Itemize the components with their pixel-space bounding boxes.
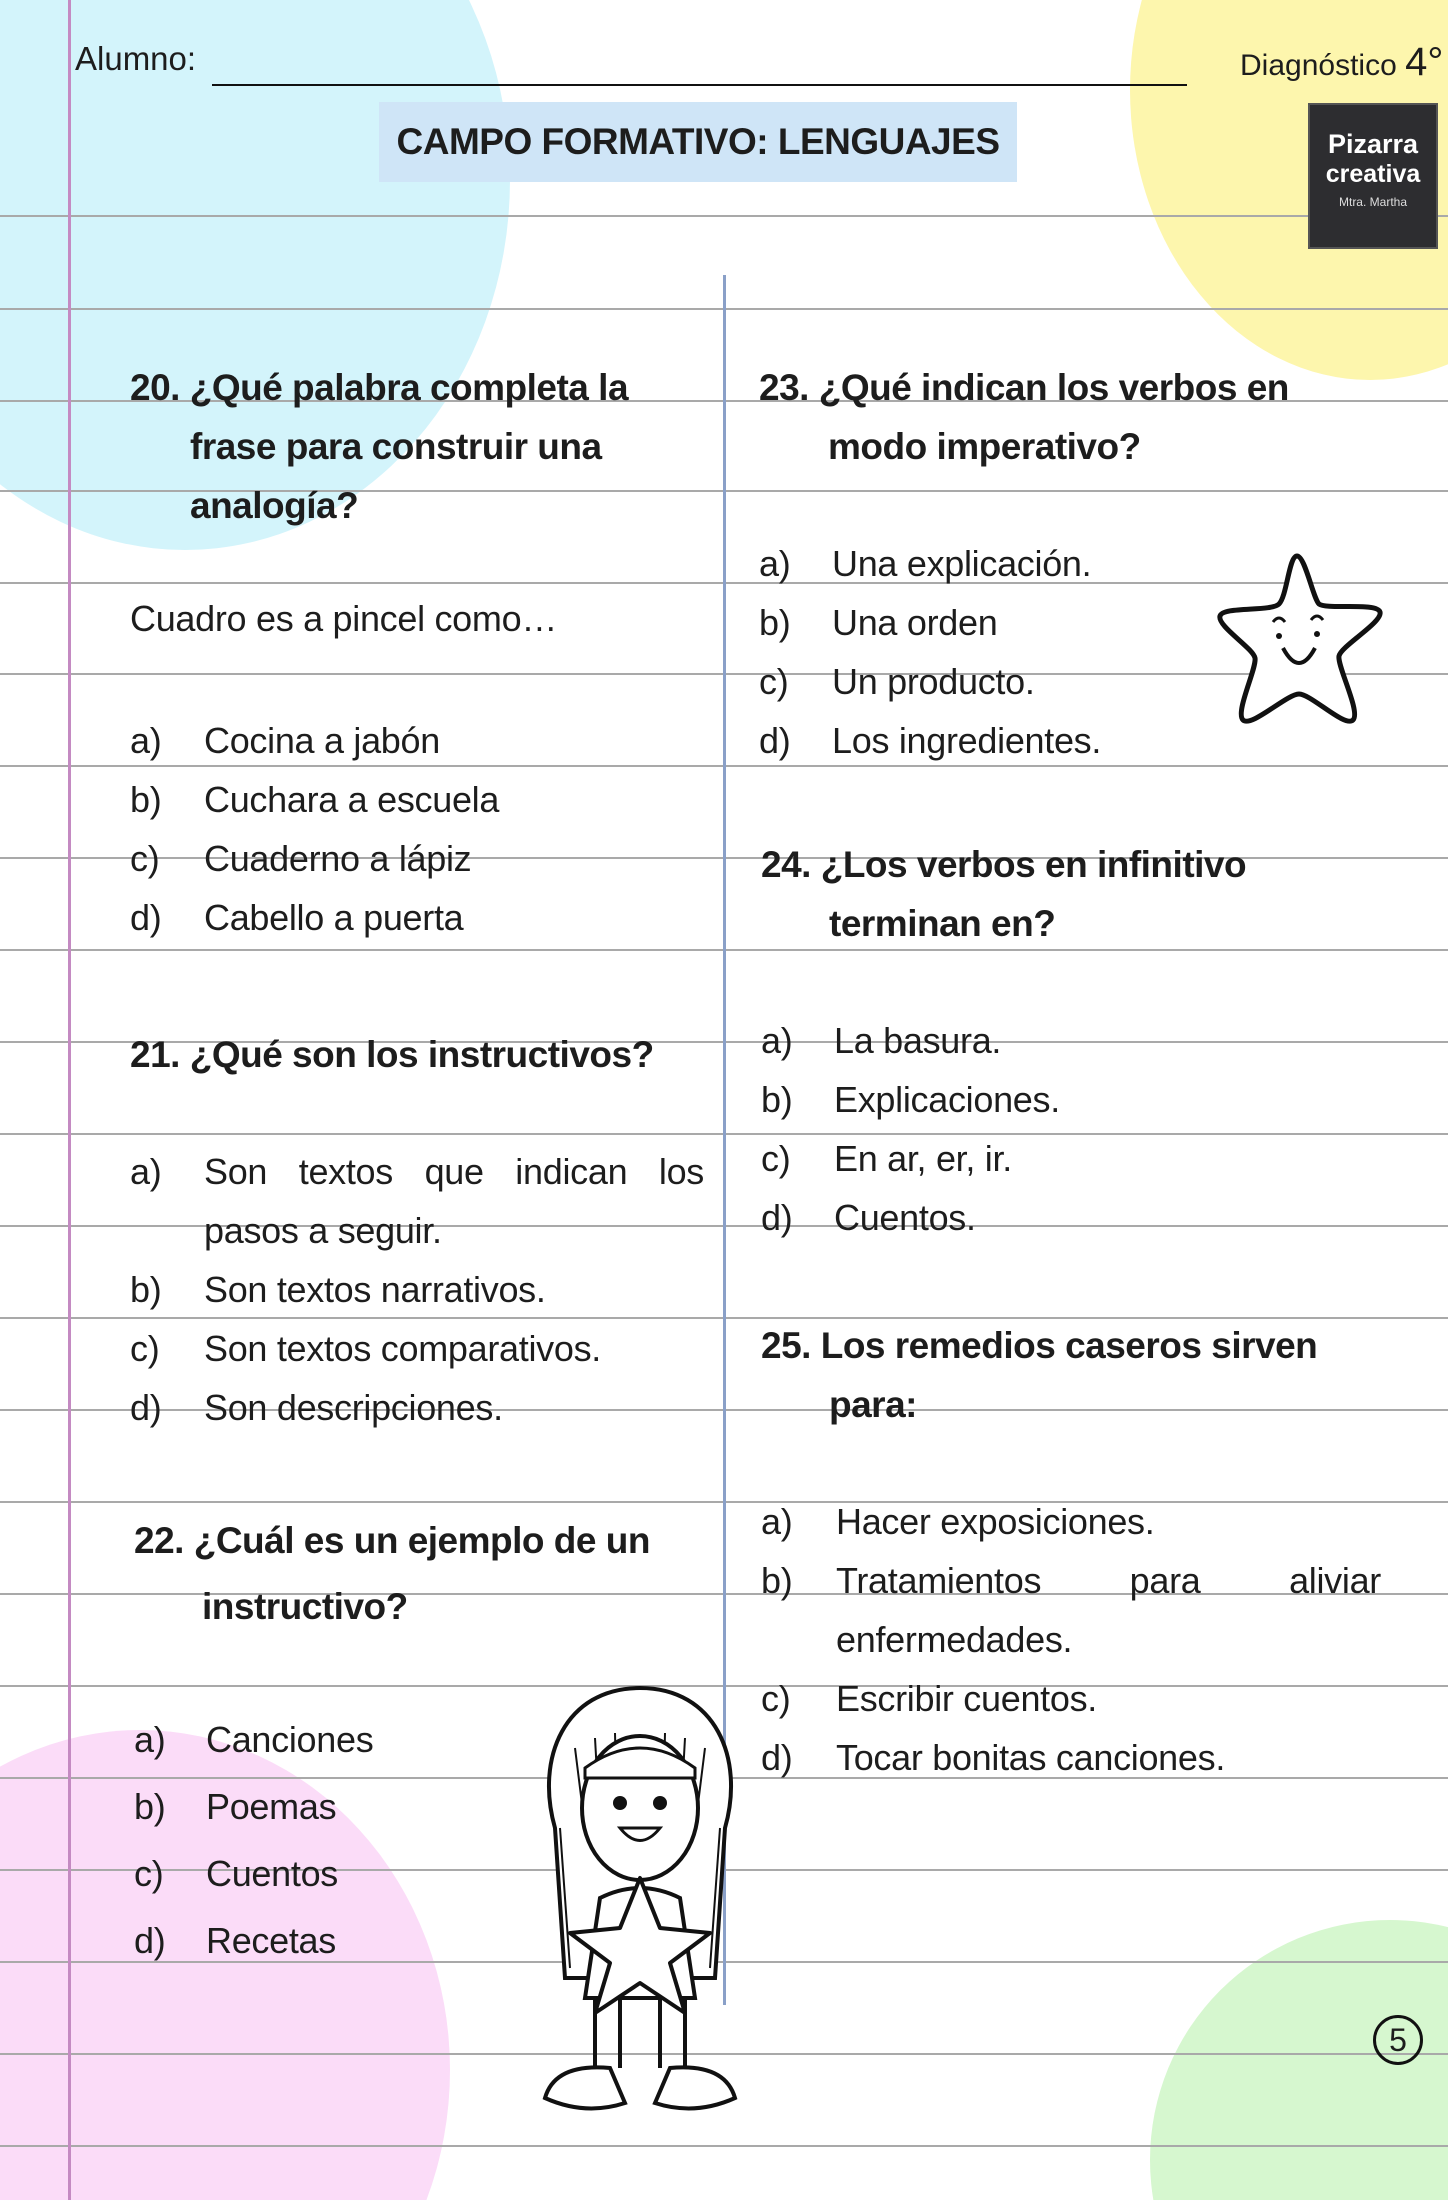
question-number: 24.	[761, 844, 811, 885]
logo-line-2: creativa	[1325, 160, 1421, 188]
question-text-line-2: modo imperativo?	[828, 426, 1141, 467]
options-list-q20	[130, 711, 710, 947]
option-a[interactable]: a) Una explicación.	[759, 543, 1092, 584]
logo-line-3: Mtra. Martha	[1338, 195, 1407, 209]
question-text-line-2: instructivo?	[202, 1586, 408, 1627]
option-d[interactable]: d) Cuentos.	[761, 1197, 976, 1238]
option-d[interactable]: d) Los ingredientes.	[759, 720, 1102, 761]
question-23	[759, 358, 1319, 476]
girl-holding-star-illustration	[515, 1678, 765, 2128]
smiling-star-icon	[1215, 550, 1385, 735]
question-25	[761, 1316, 1341, 1434]
question-number: 22.	[134, 1520, 184, 1561]
question-number: 23.	[759, 367, 809, 408]
options-list-q22	[134, 1706, 494, 1974]
option-d[interactable]: d) Tocar bonitas canciones.	[761, 1737, 1226, 1778]
grade-label: 4°	[1405, 40, 1444, 84]
diagnostic-grade-label	[1240, 40, 1443, 85]
question-text-line-2: para:	[829, 1384, 917, 1425]
page-title: CAMPO FORMATIVO: LENGUAJES	[379, 102, 1017, 182]
question-text-line-1: ¿Los verbos en infinitivo	[820, 844, 1247, 885]
question-text-line-1: ¿Qué palabra completa la	[189, 367, 629, 408]
option-b[interactable]: b) Una orden	[759, 602, 998, 643]
question-number: 20.	[130, 367, 180, 408]
options-list-q21	[130, 1142, 704, 1437]
options-list-q23	[759, 534, 1179, 770]
option-d[interactable]: d) Cabello a puerta	[130, 897, 464, 938]
question-21	[130, 1025, 710, 1084]
question-number: 21.	[130, 1034, 180, 1075]
question-text-line-3: analogía?	[190, 485, 359, 526]
question-text-line-1: ¿Cuál es un ejemplo de un	[193, 1520, 650, 1561]
margin-line	[68, 0, 71, 2200]
option-d[interactable]: d) Son descripciones.	[130, 1387, 503, 1428]
option-a[interactable]: a) Canciones	[134, 1719, 374, 1760]
option-c[interactable]: c) Escribir cuentos.	[761, 1678, 1097, 1719]
question-text-line-1: ¿Qué son los instructivos?	[189, 1034, 654, 1075]
option-a[interactable]: a) La basura.	[761, 1020, 1002, 1061]
option-c[interactable]: c) Cuaderno a lápiz	[130, 838, 472, 879]
student-name-field[interactable]	[212, 84, 1187, 86]
option-c[interactable]: c) Cuentos	[134, 1853, 338, 1894]
analogy-prompt: Cuadro es a pincel como…	[130, 598, 558, 639]
option-c[interactable]: c) En ar, er, ir.	[761, 1138, 1012, 1179]
option-b[interactable]: b) Cuchara a escuela	[130, 779, 500, 820]
question-22	[134, 1508, 714, 1640]
question-text-line-2: frase para construir una	[190, 426, 602, 467]
pizarra-creativa-logo	[1308, 103, 1438, 249]
options-list-q24	[761, 1011, 1181, 1247]
logo-line-1: Pizarra	[1327, 129, 1419, 159]
question-text-line-1: Los remedios caseros sirven	[820, 1325, 1318, 1366]
question-20	[130, 358, 690, 535]
options-list-q25	[761, 1492, 1381, 1787]
question-text-line-2: terminan en?	[829, 903, 1056, 944]
diagnostic-label: Diagnóstico	[1240, 49, 1397, 82]
question-24	[761, 835, 1321, 953]
option-a[interactable]: a) Hacer exposiciones.	[761, 1501, 1155, 1542]
option-b[interactable]: b) Explicaciones.	[761, 1079, 1060, 1120]
option-c[interactable]: c) Un producto.	[759, 661, 1035, 702]
option-c[interactable]: c) Son textos comparativos.	[130, 1328, 601, 1369]
question-text-line-1: ¿Qué indican los verbos en	[818, 367, 1289, 408]
option-b[interactable]: b) Poemas	[134, 1786, 337, 1827]
option-a[interactable]: a) Son textos que indican los pasos a seguir.	[130, 1151, 704, 1251]
option-b[interactable]: b) Tratamientos para aliviar enfermedades.	[761, 1560, 1381, 1660]
page-number-badge: 5	[1373, 2015, 1423, 2065]
option-a[interactable]: a) Cocina a jabón	[130, 720, 440, 761]
student-name-label: Alumno:	[75, 40, 197, 77]
option-b[interactable]: b) Son textos narrativos.	[130, 1269, 546, 1310]
option-d[interactable]: d) Recetas	[134, 1920, 336, 1961]
question-number: 25.	[761, 1325, 811, 1366]
